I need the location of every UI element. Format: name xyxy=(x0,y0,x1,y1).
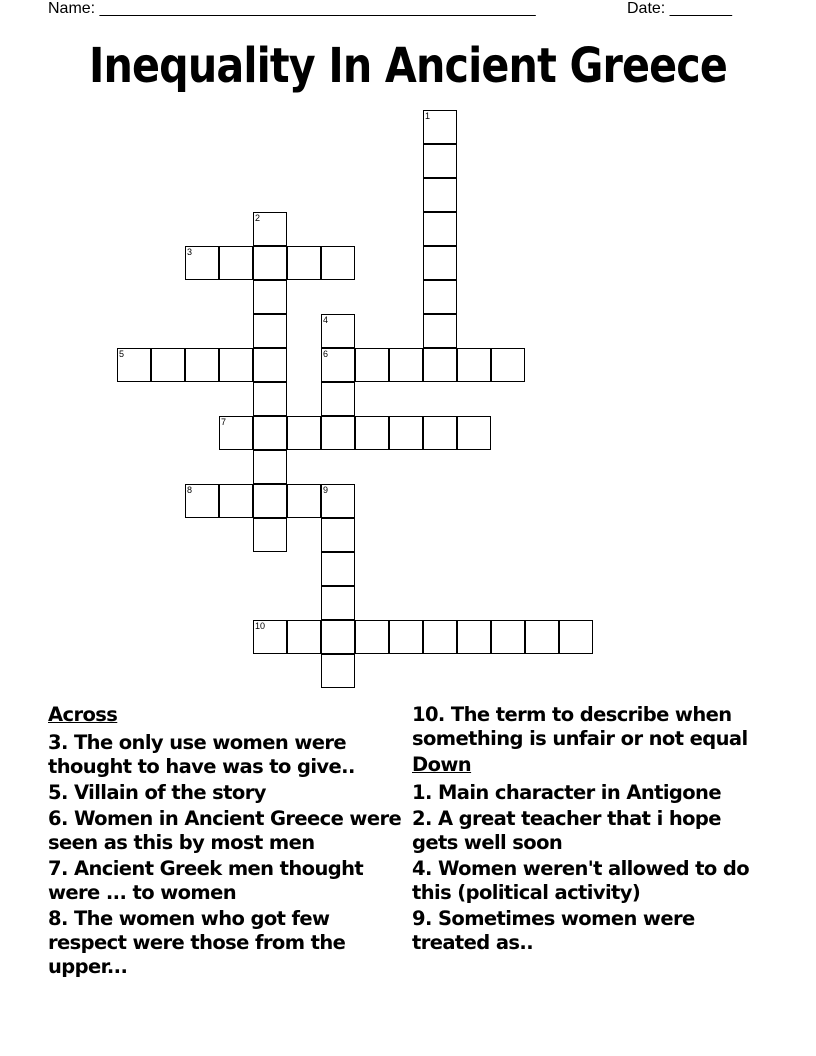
crossword-cell[interactable] xyxy=(389,348,423,382)
crossword-cell[interactable] xyxy=(457,348,491,382)
crossword-cell[interactable] xyxy=(253,416,287,450)
date-field-label: Date: _______ xyxy=(627,0,732,17)
crossword-cell[interactable] xyxy=(321,518,355,552)
crossword-cell[interactable] xyxy=(185,348,219,382)
crossword-cell[interactable] xyxy=(389,620,423,654)
crossword-cell[interactable] xyxy=(185,246,219,280)
crossword-cell[interactable] xyxy=(423,620,457,654)
across-clue-8: 8. The women who got few respect were those from the upper... xyxy=(48,907,346,978)
cell-number: 8 xyxy=(187,485,193,495)
crossword-cell[interactable] xyxy=(253,518,287,552)
page-title: Inequality In Ancient Greece xyxy=(88,38,728,94)
across-clue-7: 7. Ancient Greek men thought were ... to women xyxy=(48,857,364,904)
crossword-cell[interactable] xyxy=(253,246,287,280)
crossword-cell[interactable] xyxy=(287,620,321,654)
clues-column-right xyxy=(412,703,752,957)
across-heading: Across xyxy=(48,703,118,726)
crossword-cell[interactable] xyxy=(355,348,389,382)
crossword-cell[interactable] xyxy=(423,246,457,280)
crossword-cell[interactable] xyxy=(321,552,355,586)
crossword-cell[interactable] xyxy=(253,212,287,246)
clues-column-left xyxy=(48,703,404,981)
across-clue-6: 6. Women in Ancient Greece were seen as this by most men xyxy=(48,807,402,854)
crossword-cell[interactable] xyxy=(559,620,593,654)
across-clue-10: 10. The term to describe when something is unfair or not equal xyxy=(412,703,748,750)
crossword-cell[interactable] xyxy=(219,246,253,280)
crossword-cell[interactable] xyxy=(253,280,287,314)
crossword-cell[interactable] xyxy=(253,450,287,484)
crossword-cell[interactable] xyxy=(423,144,457,178)
crossword-cell[interactable] xyxy=(423,178,457,212)
crossword-cell[interactable] xyxy=(321,484,355,518)
crossword-cell[interactable] xyxy=(423,212,457,246)
crossword-cell[interactable] xyxy=(457,620,491,654)
down-clue-4: 4. Women weren't allowed to do this (political activity) xyxy=(412,857,750,904)
crossword-cell[interactable] xyxy=(389,416,423,450)
crossword-cell[interactable] xyxy=(253,382,287,416)
crossword-cell[interactable] xyxy=(117,348,151,382)
down-clue-9: 9. Sometimes women were treated as.. xyxy=(412,907,695,954)
crossword-cell[interactable] xyxy=(253,348,287,382)
crossword-cell[interactable] xyxy=(355,416,389,450)
crossword-cell[interactable] xyxy=(287,416,321,450)
crossword-cell[interactable] xyxy=(253,620,287,654)
crossword-cell[interactable] xyxy=(321,382,355,416)
crossword-cell[interactable] xyxy=(287,484,321,518)
crossword-cell[interactable] xyxy=(423,416,457,450)
crossword-cell[interactable] xyxy=(321,654,355,688)
crossword-cell[interactable] xyxy=(321,246,355,280)
crossword-cell[interactable] xyxy=(491,620,525,654)
crossword-cell[interactable] xyxy=(321,348,355,382)
crossword-cell[interactable] xyxy=(423,314,457,348)
crossword-cell[interactable] xyxy=(491,348,525,382)
crossword-cell[interactable] xyxy=(219,348,253,382)
down-clue-1: 1. Main character in Antigone xyxy=(412,781,721,804)
crossword-cell[interactable] xyxy=(321,620,355,654)
crossword-cell[interactable] xyxy=(457,416,491,450)
crossword-cell[interactable] xyxy=(423,110,457,144)
crossword-cell[interactable] xyxy=(525,620,559,654)
cell-number: 9 xyxy=(323,485,329,495)
across-clue-5: 5. Villain of the story xyxy=(48,781,266,804)
name-field-label: Name: _________________________________________________ xyxy=(48,0,536,17)
crossword-cell[interactable] xyxy=(219,416,253,450)
cell-number: 2 xyxy=(255,213,261,223)
crossword-cell[interactable] xyxy=(253,484,287,518)
cell-number: 5 xyxy=(119,349,125,359)
cell-number: 1 xyxy=(425,111,431,121)
crossword-cell[interactable] xyxy=(423,280,457,314)
crossword-cell[interactable] xyxy=(151,348,185,382)
crossword-cell[interactable] xyxy=(321,314,355,348)
cell-number: 7 xyxy=(221,417,227,427)
crossword-cell[interactable] xyxy=(423,348,457,382)
crossword-cell[interactable] xyxy=(321,586,355,620)
crossword-cell[interactable] xyxy=(219,484,253,518)
cell-number: 10 xyxy=(255,621,266,631)
crossword-cell[interactable] xyxy=(321,416,355,450)
cell-number: 3 xyxy=(187,247,193,257)
across-clue-3: 3. The only use women were thought to have was to give.. xyxy=(48,731,355,778)
crossword-cell[interactable] xyxy=(185,484,219,518)
cell-number: 6 xyxy=(323,349,329,359)
down-clue-2: 2. A great teacher that i hope gets well soon xyxy=(412,807,721,854)
down-heading: Down xyxy=(412,753,472,776)
crossword-cell[interactable] xyxy=(287,246,321,280)
crossword-cell[interactable] xyxy=(355,620,389,654)
crossword-cell[interactable] xyxy=(253,314,287,348)
cell-number: 4 xyxy=(323,315,329,325)
